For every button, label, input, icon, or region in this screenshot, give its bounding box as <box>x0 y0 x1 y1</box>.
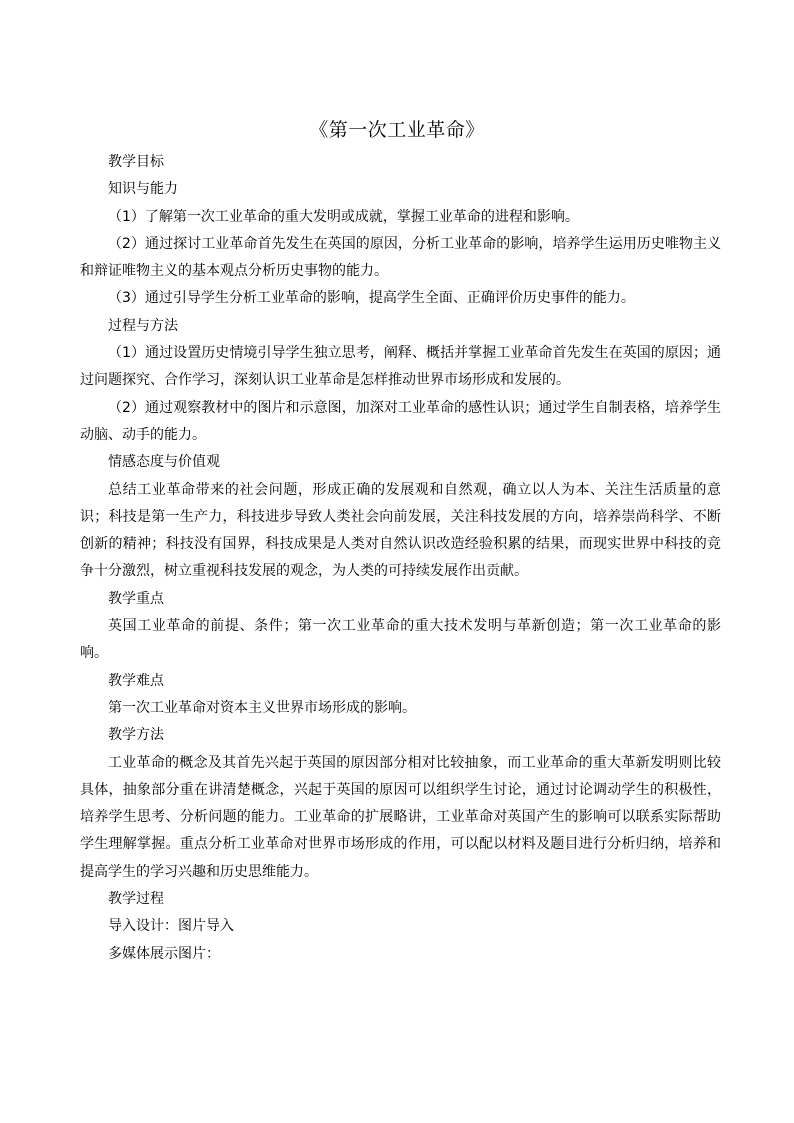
heading-teaching-methods: 教学方法 <box>108 727 164 744</box>
paragraph-emotion-values: 总结工业革命带来的社会问题，形成正确的发展观和自然观，确立以人为本、关注生活质量的意识；科技是第一生产力，科技进步导致人类社会向前发展，关注科技发展的方向，培养崇尚科学、不断创新的精神；科技没有国界，科技成果是人类对自然认识改造经验积累的结果，而现实世界中科技的竞争十分激烈，树立重视科技发展的观念，为人类的可持续发展作出贡献。 <box>80 481 721 580</box>
paragraph-process-2: （2）通过观察教材中的图片和示意图，加深对工业革命的感性认识；通过学生自制表格，培养学生动脑、动手的能力。 <box>80 399 721 443</box>
paragraph-key-points: 英国工业革命的前提、条件；第一次工业革命的重大技术发明与革新创造；第一次工业革命的影响。 <box>80 618 721 662</box>
subheading-knowledge-ability: 知识与能力 <box>108 181 178 198</box>
paragraph-intro-design: 导入设计：图片导入 <box>108 918 234 935</box>
subheading-emotion-values: 情感态度与价值观 <box>108 454 220 471</box>
heading-difficult-points: 教学难点 <box>108 672 164 689</box>
paragraph-multimedia-images: 多媒体展示图片： <box>108 945 220 962</box>
heading-teaching-process: 教学过程 <box>108 891 164 908</box>
heading-key-points: 教学重点 <box>108 590 164 607</box>
subheading-process-method: 过程与方法 <box>108 317 178 334</box>
paragraph-objective-2: （2）通过探讨工业革命首先发生在英国的原因，分析工业革命的影响，培养学生运用历史唯物主义和辩证唯物主义的基本观点分析历史事物的能力。 <box>80 235 721 280</box>
document-title: 《第一次工业革命》 <box>309 119 485 141</box>
paragraph-objective-1: （1）了解第一次工业革命的重大发明或成就，掌握工业革命的进程和影响。 <box>108 208 579 225</box>
paragraph-difficult-points: 第一次工业革命对资本主义世界市场形成的影响。 <box>108 699 416 716</box>
document-body <box>80 149 721 968</box>
heading-teaching-objectives: 教学目标 <box>108 154 164 170</box>
paragraph-objective-3: （3）通过引导学生分析工业革命的影响，提高学生全面、正确评价历史事件的能力。 <box>108 290 635 307</box>
paragraph-teaching-methods: 工业革命的概念及其首先兴起于英国的原因部分相对比较抽象，而工业革命的重大革新发明则比较具体，抽象部分重在讲清楚概念，兴起于英国的原因可以组织学生讨论，通过讨论调动学生的积极性，培养学生思考、分析问题的能力。工业革命的扩展略讲，工业革命对英国产生的影响可以联系实际帮助学生理解掌握。重点分析工业革命对世界市场形成的作用，可以配以材料及题目进行分析归纳，培养和提高学生的学习兴趣和历史思维能力。 <box>80 754 721 880</box>
paragraph-process-1: （1）通过设置历史情境引导学生独立思考，阐释、概括并掌握工业革命首先发生在英国的原因；通过问题探究、合作学习，深刻认识工业革命是怎样推动世界市场形成和发展的。 <box>80 345 721 389</box>
